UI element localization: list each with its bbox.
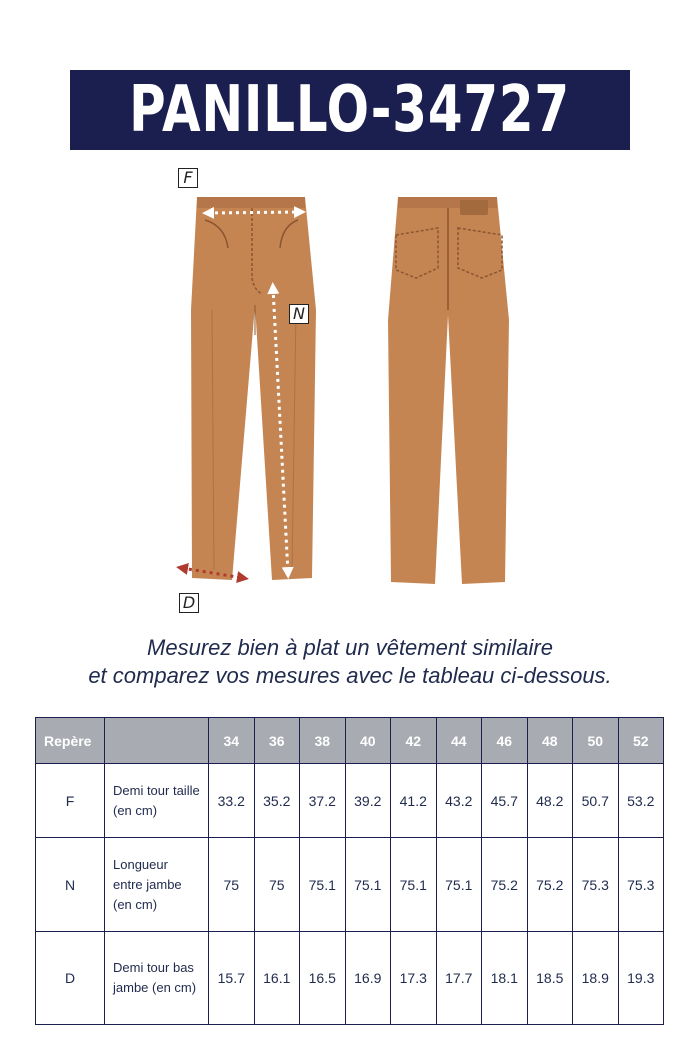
table-row bbox=[36, 764, 664, 838]
table-header-row bbox=[36, 718, 664, 764]
table-cell: 75.3 bbox=[618, 838, 664, 932]
table-cell: 75.2 bbox=[482, 838, 528, 932]
table-cell: 15.7 bbox=[209, 932, 255, 1025]
header-size: 38 bbox=[300, 718, 346, 764]
table-cell: 50.7 bbox=[573, 764, 619, 838]
row-description: Longueur entre jambe (en cm) bbox=[105, 838, 209, 932]
marker-d: D bbox=[179, 593, 199, 613]
row-description: Demi tour taille (en cm) bbox=[105, 764, 209, 838]
table-cell: 19.3 bbox=[618, 932, 664, 1025]
row-marker: N bbox=[36, 838, 105, 932]
table-cell: 33.2 bbox=[209, 764, 255, 838]
table-cell: 75 bbox=[254, 838, 300, 932]
row-marker: D bbox=[36, 932, 105, 1025]
row-description: Demi tour bas jambe (en cm) bbox=[105, 932, 209, 1025]
table-cell: 53.2 bbox=[618, 764, 664, 838]
table-cell: 18.9 bbox=[573, 932, 619, 1025]
table-row bbox=[36, 838, 664, 932]
table-cell: 18.1 bbox=[482, 932, 528, 1025]
table-cell: 17.3 bbox=[391, 932, 437, 1025]
table-cell: 18.5 bbox=[527, 932, 573, 1025]
header-description bbox=[105, 718, 209, 764]
measurement-instructions bbox=[0, 634, 700, 690]
table-cell: 75.3 bbox=[573, 838, 619, 932]
header-size: 46 bbox=[482, 718, 528, 764]
table-cell: 75.1 bbox=[300, 838, 346, 932]
size-chart-table bbox=[35, 717, 664, 1025]
measurement-figure bbox=[0, 160, 700, 620]
table-cell: 43.2 bbox=[436, 764, 482, 838]
table-cell: 16.5 bbox=[300, 932, 346, 1025]
table-cell: 17.7 bbox=[436, 932, 482, 1025]
table-cell: 45.7 bbox=[482, 764, 528, 838]
instructions-line-2: et comparez vos mesures avec le tableau ci-dessous. bbox=[88, 663, 612, 688]
instructions-line-1: Mesurez bien à plat un vêtement similaire bbox=[147, 635, 553, 660]
header-size: 50 bbox=[573, 718, 619, 764]
table-cell: 75.1 bbox=[391, 838, 437, 932]
table-cell: 35.2 bbox=[254, 764, 300, 838]
table-cell: 75.1 bbox=[436, 838, 482, 932]
table-cell: 37.2 bbox=[300, 764, 346, 838]
marker-n: N bbox=[289, 304, 309, 324]
row-marker: F bbox=[36, 764, 105, 838]
table-cell: 48.2 bbox=[527, 764, 573, 838]
table-cell: 39.2 bbox=[345, 764, 391, 838]
pants-front-view bbox=[191, 197, 316, 580]
header-size: 44 bbox=[436, 718, 482, 764]
pants-back-view bbox=[388, 197, 509, 584]
header-size: 40 bbox=[345, 718, 391, 764]
title-banner bbox=[70, 70, 630, 150]
header-reference: Repère bbox=[36, 718, 105, 764]
table-cell: 16.9 bbox=[345, 932, 391, 1025]
product-title: PANILLO-34727 bbox=[129, 73, 571, 147]
table-cell: 75.2 bbox=[527, 838, 573, 932]
table-row bbox=[36, 932, 664, 1025]
table-cell: 16.1 bbox=[254, 932, 300, 1025]
header-size: 36 bbox=[254, 718, 300, 764]
header-size: 42 bbox=[391, 718, 437, 764]
pants-illustration bbox=[0, 160, 700, 620]
header-size: 52 bbox=[618, 718, 664, 764]
marker-f: F bbox=[178, 168, 198, 188]
table-cell: 75.1 bbox=[345, 838, 391, 932]
table-cell: 41.2 bbox=[391, 764, 437, 838]
header-size: 34 bbox=[209, 718, 255, 764]
table-cell: 75 bbox=[209, 838, 255, 932]
header-size: 48 bbox=[527, 718, 573, 764]
